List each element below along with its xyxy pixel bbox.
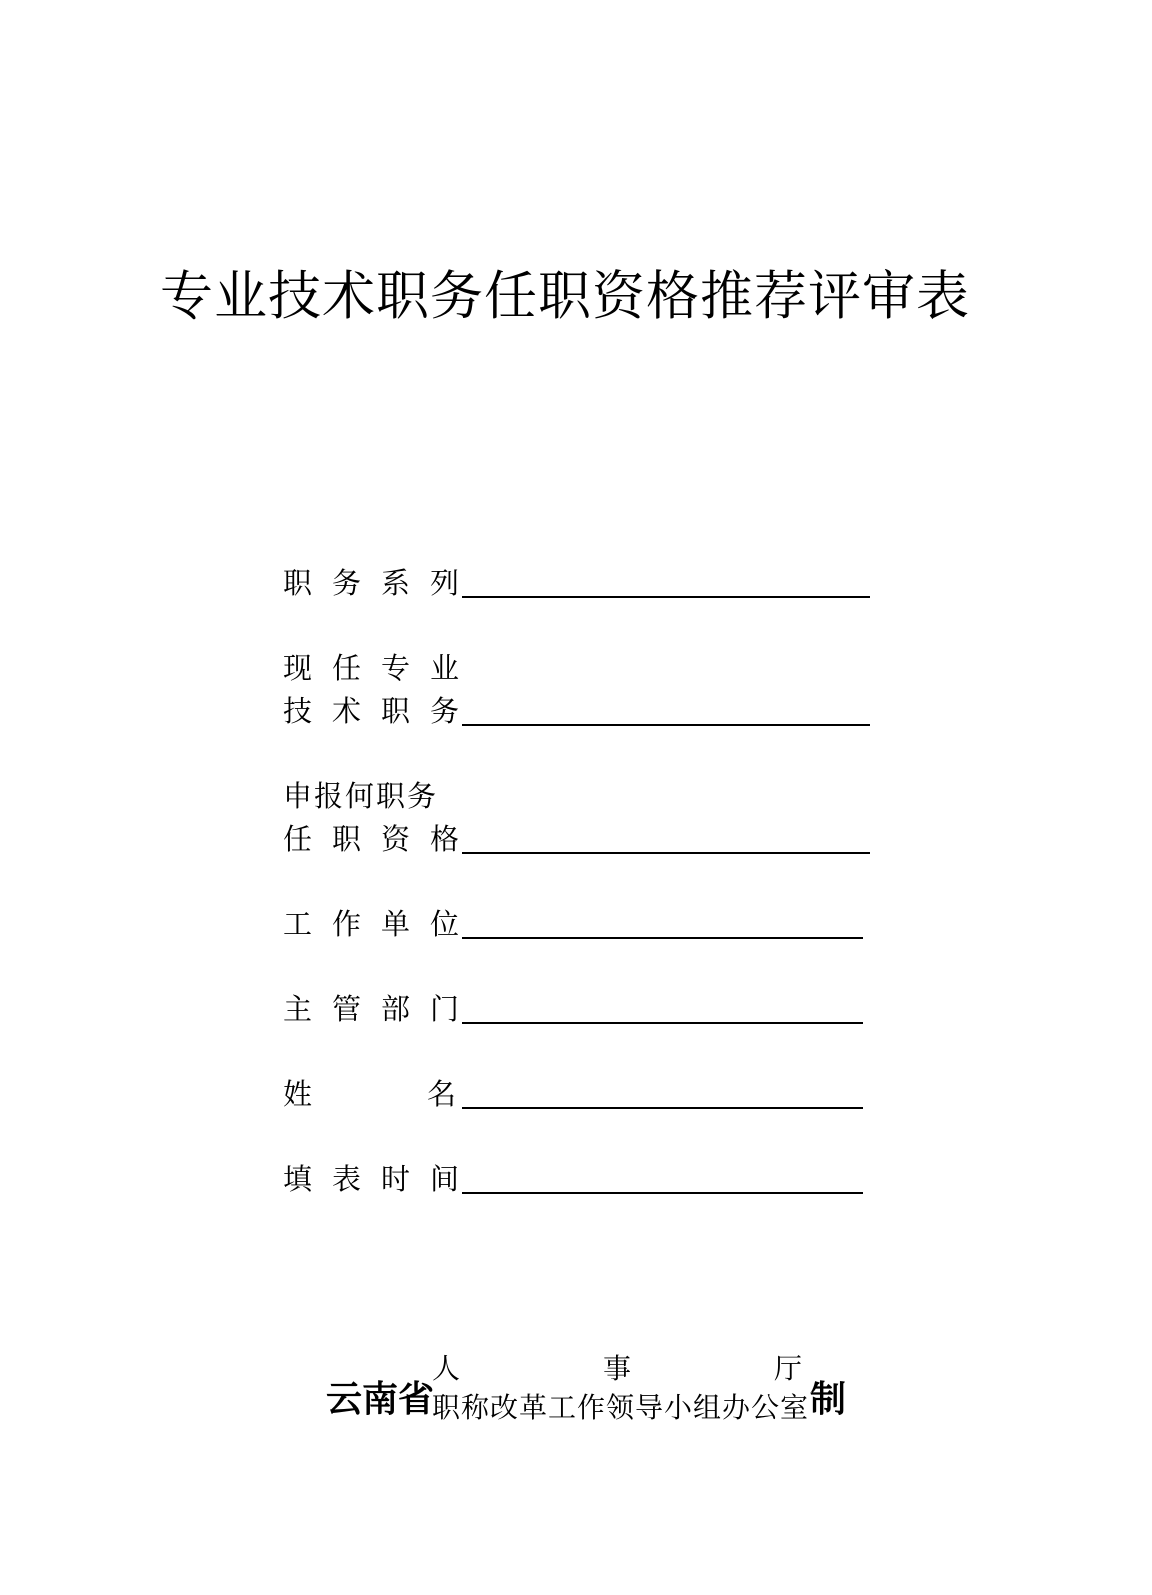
name-label: 姓名: [283, 1077, 572, 1111]
current-position-field[interactable]: [462, 724, 870, 726]
current-position-label-line1: 现任专业: [283, 651, 480, 685]
fill-time-field[interactable]: [462, 1192, 863, 1194]
footer-dept-char-1: 人: [432, 1352, 461, 1385]
apply-qualification-label-line1: 申报何职务: [283, 779, 439, 813]
series-label: 职务系列: [283, 566, 480, 600]
footer-dept-char-3: 厅: [773, 1352, 802, 1385]
footer-department: [432, 1351, 802, 1387]
series-field[interactable]: [462, 596, 870, 598]
fill-time-label: 填表时间: [283, 1162, 480, 1196]
department-label: 主管部门: [283, 992, 480, 1026]
apply-qualification-field[interactable]: [462, 852, 870, 854]
current-position-label-line2: 技术职务: [283, 694, 480, 728]
apply-qualification-label-line2: 任职资格: [283, 822, 480, 856]
page-title: 专业技术职务任职资格推荐评审表: [160, 266, 970, 327]
department-field[interactable]: [462, 1022, 863, 1024]
footer-made-by: 制: [810, 1378, 847, 1420]
work-unit-label: 工作单位: [283, 907, 480, 941]
work-unit-field[interactable]: [462, 937, 863, 939]
name-field[interactable]: [462, 1107, 863, 1109]
footer-province: 云南省: [326, 1378, 435, 1420]
footer-office: 职称改革工作领导小组办公室: [432, 1391, 810, 1424]
footer-dept-char-2: 事: [602, 1352, 631, 1385]
